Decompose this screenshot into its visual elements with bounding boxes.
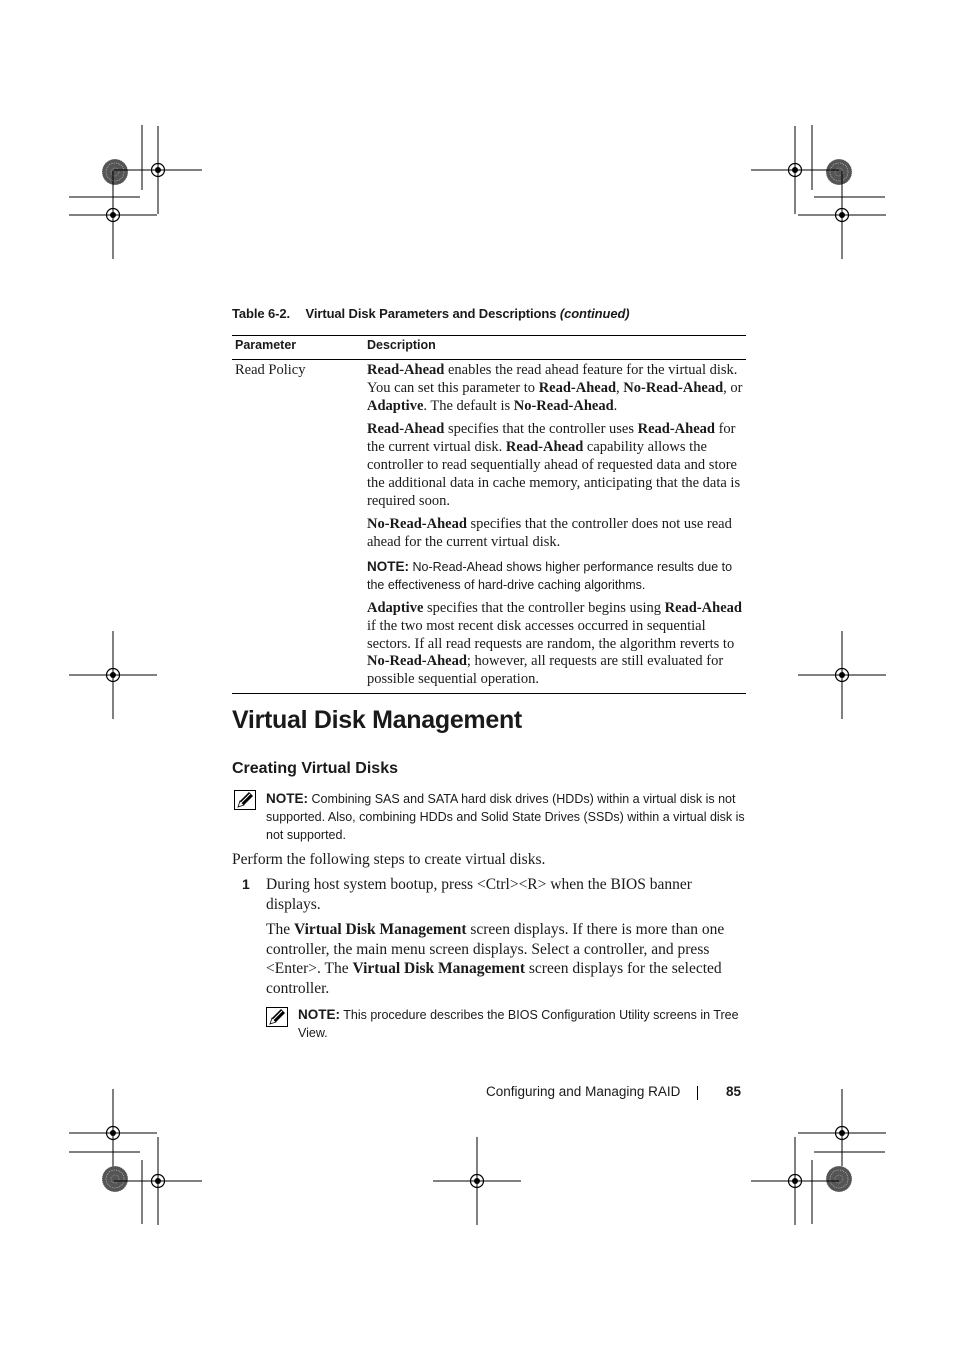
note-text: Combining SAS and SATA hard disk drives (HDDs) within a virtual disk is not supported. Also, combining HDDs and Solid State Drives (SSDs) within a virtual disk is not supported. bbox=[266, 792, 745, 842]
term: Adaptive bbox=[367, 599, 424, 616]
note-tree-view bbox=[298, 1006, 744, 1042]
text: screen displays for the selected controller. bbox=[266, 960, 722, 997]
term: Adaptive bbox=[367, 397, 424, 414]
text: . The default is bbox=[423, 397, 514, 414]
term: Virtual Disk Management bbox=[293, 921, 467, 938]
note-pencil-icon bbox=[234, 790, 256, 810]
table-header-description: Description bbox=[367, 338, 436, 352]
note-text: shows higher performance results due to the effectiveness of hard-drive caching algorithms. bbox=[367, 559, 733, 592]
note-label: NOTE: bbox=[367, 558, 409, 574]
footer-chapter: Configuring and Managing RAID bbox=[486, 1084, 681, 1099]
intro-paragraph: Perform the following steps to create virtual disks. bbox=[232, 851, 546, 868]
section-subtitle: Creating Virtual Disks bbox=[232, 760, 398, 777]
table-caption-number: Table 6-2. bbox=[232, 306, 291, 321]
text: screen displays. If there is more than one controller, the main menu screen displays. Select a controller, and press <Enter>. The bbox=[266, 921, 725, 977]
text: specifies that the controller begins using bbox=[423, 599, 665, 616]
text: for the current virtual disk. bbox=[367, 421, 736, 456]
term: Read-Ahead bbox=[664, 599, 742, 616]
text: , or bbox=[723, 379, 743, 396]
text: . bbox=[613, 397, 618, 414]
table-bottom-rule bbox=[232, 693, 746, 694]
term: No-Read-Ahead bbox=[513, 397, 614, 414]
page-number: 85 bbox=[726, 1084, 742, 1099]
text: enables the read ahead feature for the virtual disk. You can set this parameter to bbox=[367, 362, 738, 396]
desc-paragraph-read-ahead-detail bbox=[367, 421, 743, 510]
term: Read-Ahead bbox=[367, 421, 445, 438]
desc-paragraph-read-ahead bbox=[367, 362, 743, 415]
note-pencil-icon bbox=[266, 1007, 288, 1027]
section-title: Virtual Disk Management bbox=[232, 706, 522, 734]
text: ; however, all requests are still evaluated for possible sequential operation. bbox=[367, 653, 724, 688]
table-cell-description bbox=[367, 362, 743, 695]
text: specifies that the controller uses bbox=[444, 421, 638, 438]
step-number: 1 bbox=[242, 876, 250, 892]
table-top-rule bbox=[232, 335, 746, 336]
term: Read-Ahead bbox=[637, 421, 715, 438]
text: The bbox=[266, 921, 294, 938]
note-label: NOTE: bbox=[298, 1007, 340, 1022]
table-caption-title: Virtual Disk Parameters and Descriptions bbox=[305, 306, 557, 321]
note-text: This procedure describes the BIOS Configuration Utility screens in Tree View. bbox=[298, 1008, 739, 1040]
desc-paragraph-adaptive bbox=[367, 600, 743, 689]
footer-separator bbox=[697, 1086, 698, 1100]
step-text: During host system bootup, press <Ctrl><R> when the BIOS banner displays. bbox=[266, 876, 692, 913]
table-note bbox=[367, 558, 743, 594]
desc-paragraph-no-read-ahead bbox=[367, 516, 743, 552]
term: No-Read-Ahead bbox=[367, 516, 467, 533]
term: Read-Ahead bbox=[367, 362, 445, 378]
text: specifies that the controller does not use read ahead for the current virtual disk. bbox=[367, 516, 732, 551]
term: No-Read-Ahead bbox=[367, 653, 467, 670]
note-label: NOTE: bbox=[266, 791, 308, 806]
table-header-rule bbox=[232, 359, 746, 360]
table-caption-suffix: (continued) bbox=[559, 306, 630, 321]
table-caption bbox=[232, 306, 630, 321]
step-detail bbox=[266, 920, 744, 998]
text: if the two most recent disk accesses occurred in sequential sectors. If all read requests are random, the algorithm reverts to bbox=[367, 617, 735, 652]
text: , bbox=[616, 379, 624, 396]
table-header-parameter: Parameter bbox=[235, 338, 297, 352]
term: Read-Ahead bbox=[505, 439, 584, 456]
text: capability allows the controller to read sequentially ahead of requested data and store the additional data in cache memory, anticipating that the data is required soon. bbox=[367, 439, 741, 509]
table-cell-parameter: Read Policy bbox=[235, 362, 306, 378]
note-mixed-drives bbox=[266, 790, 746, 844]
term: Virtual Disk Management bbox=[352, 960, 525, 977]
term: No-Read-Ahead bbox=[623, 379, 724, 396]
note-term: No-Read-Ahead bbox=[409, 559, 503, 574]
term: Read-Ahead bbox=[538, 379, 617, 396]
